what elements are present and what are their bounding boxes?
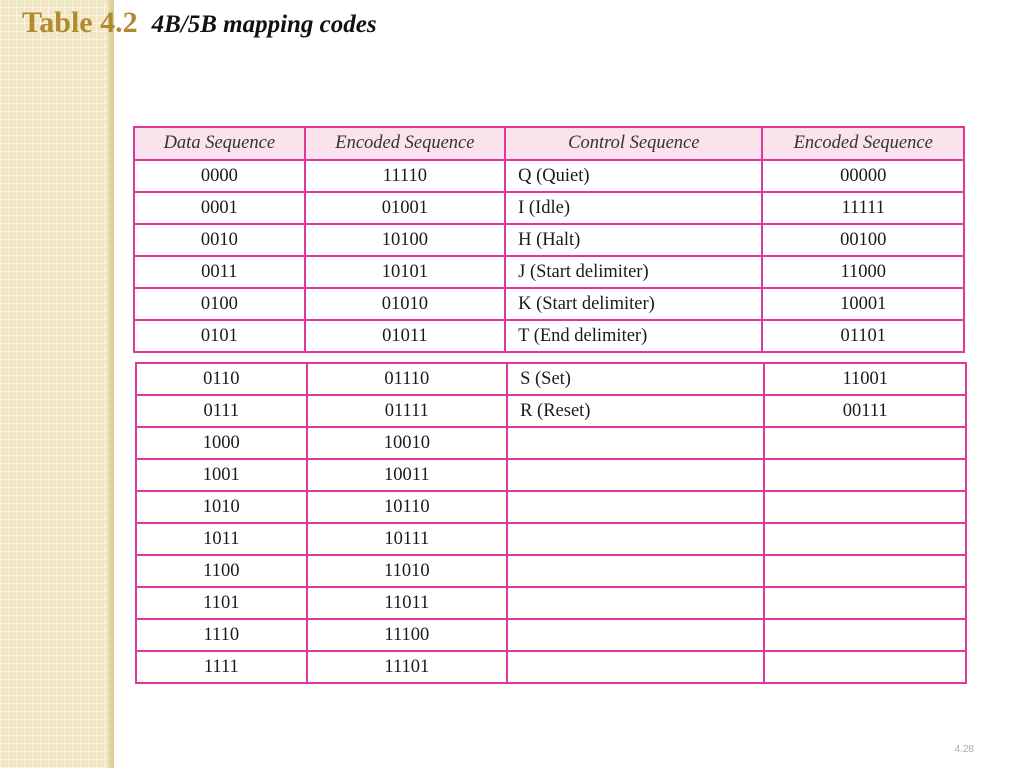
table-row xyxy=(136,651,966,683)
encoded-sequence-cell: 11110 xyxy=(305,160,506,192)
encoded-sequence-cell: 01110 xyxy=(307,363,508,395)
control-sequence-cell: T (End delimiter) xyxy=(505,320,762,352)
table-body-top xyxy=(134,160,964,352)
control-encoded-cell xyxy=(764,555,966,587)
encoded-sequence-cell: 11100 xyxy=(307,619,508,651)
data-sequence-cell: 0100 xyxy=(134,288,305,320)
side-panel-edge xyxy=(108,0,114,768)
table-row xyxy=(134,224,964,256)
control-encoded-cell xyxy=(764,619,966,651)
header-encoded-sequence: Encoded Sequence xyxy=(305,127,506,160)
data-sequence-cell: 1100 xyxy=(136,555,307,587)
data-sequence-cell: 1011 xyxy=(136,523,307,555)
table-row xyxy=(134,320,964,352)
control-encoded-cell xyxy=(764,523,966,555)
data-sequence-cell: 1010 xyxy=(136,491,307,523)
header-data-sequence: Data Sequence xyxy=(134,127,305,160)
control-encoded-cell xyxy=(764,459,966,491)
control-encoded-cell: 00100 xyxy=(762,224,964,256)
data-sequence-cell: 0110 xyxy=(136,363,307,395)
table-number: Table 4.2 xyxy=(22,6,138,39)
data-sequence-cell: 1110 xyxy=(136,619,307,651)
control-sequence-cell xyxy=(507,523,764,555)
control-sequence-cell xyxy=(507,491,764,523)
encoded-sequence-cell: 10110 xyxy=(307,491,508,523)
control-sequence-cell: R (Reset) xyxy=(507,395,764,427)
control-encoded-cell: 01101 xyxy=(762,320,964,352)
table-header-row xyxy=(134,127,964,160)
control-encoded-cell: 00111 xyxy=(764,395,966,427)
table-row xyxy=(136,459,966,491)
header-control-sequence: Control Sequence xyxy=(505,127,762,160)
data-sequence-cell: 0000 xyxy=(134,160,305,192)
data-sequence-cell: 1001 xyxy=(136,459,307,491)
encoded-sequence-cell: 11010 xyxy=(307,555,508,587)
encoded-sequence-cell: 11101 xyxy=(307,651,508,683)
table-row xyxy=(136,427,966,459)
control-sequence-cell xyxy=(507,555,764,587)
control-sequence-cell xyxy=(507,427,764,459)
control-sequence-cell xyxy=(507,587,764,619)
control-encoded-cell xyxy=(764,587,966,619)
control-encoded-cell: 11000 xyxy=(762,256,964,288)
control-sequence-cell: I (Idle) xyxy=(505,192,762,224)
control-encoded-cell xyxy=(764,651,966,683)
encoded-sequence-cell: 10010 xyxy=(307,427,508,459)
table-row xyxy=(136,555,966,587)
mapping-table-top xyxy=(133,126,965,353)
table-body-bottom xyxy=(136,363,966,683)
control-encoded-cell: 11001 xyxy=(764,363,966,395)
control-sequence-cell: K (Start delimiter) xyxy=(505,288,762,320)
slide-title xyxy=(22,6,377,40)
table-row xyxy=(136,587,966,619)
encoded-sequence-cell: 01011 xyxy=(305,320,506,352)
data-sequence-cell: 0010 xyxy=(134,224,305,256)
data-sequence-cell: 0101 xyxy=(134,320,305,352)
encoded-sequence-cell: 10101 xyxy=(305,256,506,288)
control-encoded-cell: 00000 xyxy=(762,160,964,192)
encoded-sequence-cell: 10011 xyxy=(307,459,508,491)
table-row xyxy=(134,192,964,224)
encoded-sequence-cell: 10100 xyxy=(305,224,506,256)
control-sequence-cell: S (Set) xyxy=(507,363,764,395)
control-sequence-cell xyxy=(507,651,764,683)
table-row xyxy=(136,523,966,555)
encoded-sequence-cell: 01010 xyxy=(305,288,506,320)
control-sequence-cell: Q (Quiet) xyxy=(505,160,762,192)
encoded-sequence-cell: 01111 xyxy=(307,395,508,427)
table-row xyxy=(134,256,964,288)
control-encoded-cell xyxy=(764,427,966,459)
data-sequence-cell: 0011 xyxy=(134,256,305,288)
control-sequence-cell: H (Halt) xyxy=(505,224,762,256)
mapping-table-bottom xyxy=(135,362,967,684)
data-sequence-cell: 1000 xyxy=(136,427,307,459)
table-row xyxy=(136,363,966,395)
table-row xyxy=(136,619,966,651)
table-row xyxy=(136,491,966,523)
encoded-sequence-cell: 10111 xyxy=(307,523,508,555)
page-number: 4.28 xyxy=(954,744,974,755)
control-encoded-cell xyxy=(764,491,966,523)
data-sequence-cell: 1111 xyxy=(136,651,307,683)
table-row xyxy=(134,160,964,192)
control-sequence-cell: J (Start delimiter) xyxy=(505,256,762,288)
table-caption: 4B/5B mapping codes xyxy=(151,11,377,38)
control-encoded-cell: 11111 xyxy=(762,192,964,224)
control-sequence-cell xyxy=(507,459,764,491)
header-control-encoded-sequence: Encoded Sequence xyxy=(762,127,964,160)
data-sequence-cell: 0001 xyxy=(134,192,305,224)
table-row xyxy=(136,395,966,427)
control-sequence-cell xyxy=(507,619,764,651)
encoded-sequence-cell: 01001 xyxy=(305,192,506,224)
encoded-sequence-cell: 11011 xyxy=(307,587,508,619)
control-encoded-cell: 10001 xyxy=(762,288,964,320)
decorative-side-panel xyxy=(0,0,114,768)
data-sequence-cell: 0111 xyxy=(136,395,307,427)
table-row xyxy=(134,288,964,320)
data-sequence-cell: 1101 xyxy=(136,587,307,619)
